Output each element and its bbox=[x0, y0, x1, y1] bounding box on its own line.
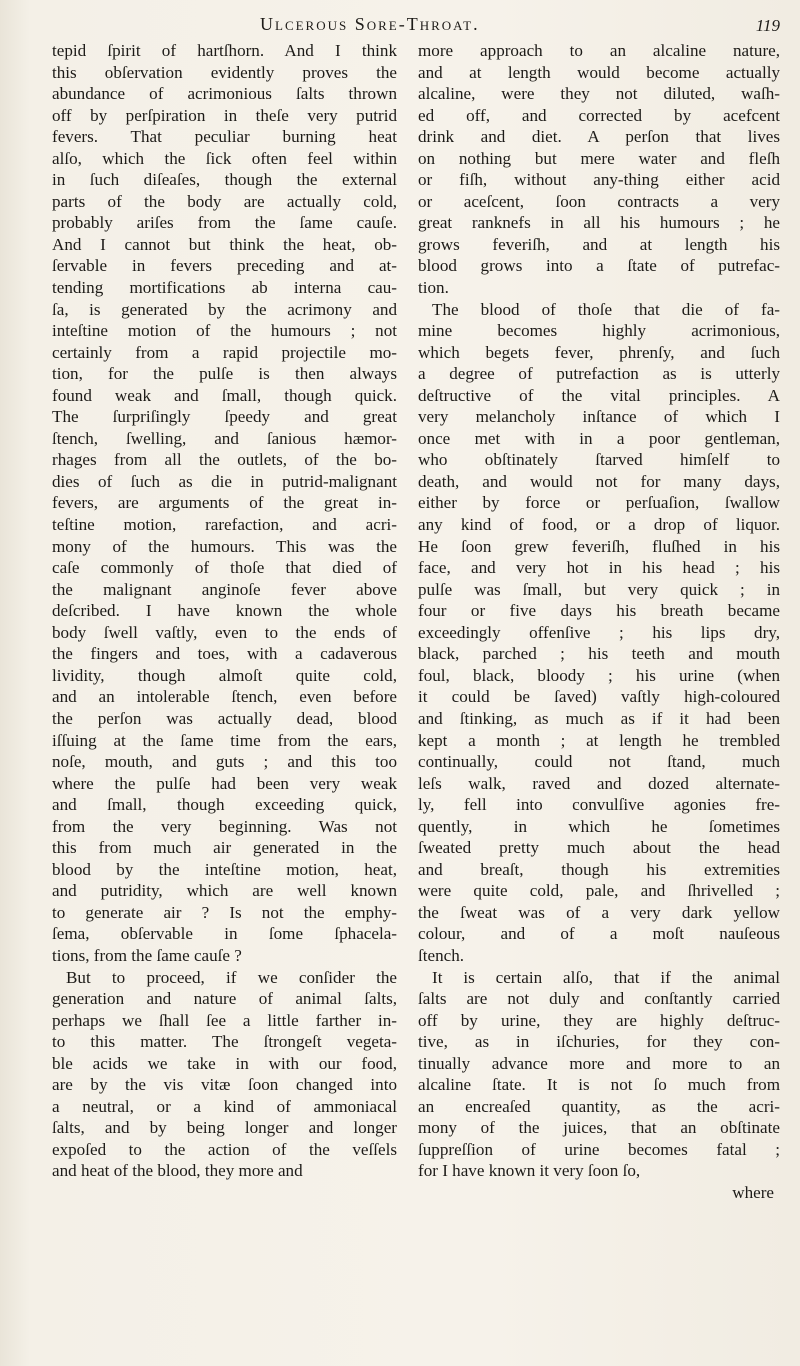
text-line: off by urine, they are highly deſtruc- bbox=[418, 1010, 780, 1030]
text-line: tepid ſpirit of hartſhorn. And I think bbox=[52, 41, 397, 60]
text-line: ſalts, and by being longer and longer bbox=[52, 1118, 397, 1138]
text-line: tion. bbox=[418, 278, 449, 298]
text-line: deſtructive of the vital principles. A bbox=[418, 385, 780, 405]
text-line: tions, from the ſame cauſe ? bbox=[52, 945, 242, 965]
text-line: tive, as in iſchuries, for they con- bbox=[418, 1032, 780, 1052]
text-line: continually, could not ſtand, much bbox=[418, 752, 780, 772]
text-line: ſalts are not duly and conſtantly carried bbox=[418, 989, 780, 1009]
text-line: more approach to an alcaline nature, bbox=[418, 41, 780, 60]
text-line: caſe commonly of thoſe that died of bbox=[52, 558, 397, 578]
text-line: from the very beginning. Was not bbox=[52, 816, 397, 836]
text-line: lividity, though almoſt quite cold, bbox=[52, 665, 397, 685]
text-line: ſema, obſervable in ſome ſphacela- bbox=[52, 924, 397, 944]
text-line: face, and very hot in his head ; his bbox=[418, 558, 780, 578]
text-line: quently, in which he ſometimes bbox=[418, 816, 780, 836]
text-line: and ſmall, though exceeding quick, bbox=[52, 795, 397, 815]
text-line: the ſweat was of a very dark yellow bbox=[418, 902, 780, 922]
text-line: certainly from a rapid projectile mo- bbox=[52, 342, 397, 362]
text-line: ly, fell into convulſive agonies fre- bbox=[418, 795, 780, 815]
running-head: Ulcerous Sore-Throat. bbox=[260, 14, 480, 34]
text-line: and breaſt, though his extremities bbox=[418, 859, 780, 879]
text-line: rhages from all the outlets, of the bo- bbox=[52, 450, 397, 470]
text-line: fevers, are arguments of the great in- bbox=[52, 493, 397, 513]
text-line: iſſuing at the ſame time from the ears, bbox=[52, 730, 397, 750]
text-line: this obſervation evidently proves the bbox=[52, 62, 397, 82]
text-line: exceedingly offenſive ; his lips dry, bbox=[418, 622, 780, 642]
text-line: parts of the body are actually cold, bbox=[52, 191, 397, 211]
text-line: probably ariſes from the ſame cauſe. bbox=[52, 213, 397, 233]
text-line: death, and would not for many days, bbox=[418, 471, 780, 491]
text-line: are by the vis vitæ ſoon changed into bbox=[52, 1075, 397, 1095]
text-line: four or five days his breath became bbox=[418, 601, 780, 621]
text-line: and heat of the blood, they more and bbox=[52, 1161, 303, 1181]
text-line: ble acids we take in with our food, bbox=[52, 1053, 397, 1073]
text-line: colour, and of a moſt nauſeous bbox=[418, 924, 780, 944]
text-line: who obſtinately ſtarved himſelf to bbox=[418, 450, 780, 470]
text-line: once met with in a poor gentleman, bbox=[418, 428, 780, 448]
text-line: And I cannot but think the heat, ob- bbox=[52, 234, 397, 254]
text-line: alcaline, were they not diluted, waſh- bbox=[418, 84, 780, 104]
text-line: perhaps we ſhall ſee a little farther in- bbox=[52, 1010, 397, 1030]
text-line: ſervable in fevers preceding and at- bbox=[52, 256, 397, 276]
text-line: either by force or perſuaſion, ſwallow bbox=[418, 493, 780, 513]
text-line: foul, black, bloody ; his urine (when bbox=[418, 665, 780, 685]
text-line: But to proceed, if we conſider the bbox=[66, 967, 397, 987]
text-line: alcaline ſtate. It is not ſo much from bbox=[418, 1075, 780, 1095]
text-line: tinually advance more and more to an bbox=[418, 1053, 780, 1073]
text-line: ed off, and corrected by acefcent bbox=[418, 105, 780, 125]
text-line: and putridity, which are well known bbox=[52, 881, 397, 901]
text-line: ſa, is generated by the acrimony and bbox=[52, 299, 397, 319]
text-line: great ranknefs in all his humours ; he bbox=[418, 213, 780, 233]
text-line: or fiſh, without any-thing either acid bbox=[418, 170, 780, 190]
text-line: off by perſpiration in theſe very putrid bbox=[52, 105, 397, 125]
text-line: drink and diet. A perſon that lives bbox=[418, 127, 780, 147]
text-line: ſtench. bbox=[418, 945, 465, 965]
text-line: The ſurpriſingly ſpeedy and great bbox=[52, 407, 397, 427]
text-line: It is certain alſo, that if the animal bbox=[432, 967, 780, 987]
text-line: it could be ſaved) vaſtly high-coloured bbox=[418, 687, 780, 707]
text-line: a degree of putrefaction as is utterly bbox=[418, 364, 780, 384]
text-line: to this matter. The ſtrongeſt vegeta- bbox=[52, 1032, 397, 1052]
text-line: the malignant anginoſe fever above bbox=[52, 579, 397, 599]
text-line: mine becomes highly acrimonious, bbox=[418, 321, 780, 341]
text-line: blood by the inteſtine motion, heat, bbox=[52, 859, 397, 879]
text-line: the fingers and toes, with a cadaverous bbox=[52, 644, 397, 664]
text-line: on nothing but mere water and fleſh bbox=[418, 148, 780, 168]
text-line: inteſtine motion of the humours ; not bbox=[52, 321, 397, 341]
left-column bbox=[52, 40, 397, 1182]
text-line: for I have known it very ſoon ſo, bbox=[418, 1161, 641, 1181]
text-line: kept a month ; at length he trembled bbox=[418, 730, 780, 750]
page-header bbox=[40, 6, 780, 36]
text-line: and at length would become actually bbox=[418, 62, 780, 82]
text-line: ſweated pretty much about the head bbox=[418, 838, 780, 858]
text-line: where the pulſe had been very weak bbox=[52, 773, 397, 793]
text-line: ſtench, ſwelling, and ſanious hæmor- bbox=[52, 428, 397, 448]
text-line: deſcribed. I have known the whole bbox=[52, 601, 397, 621]
text-line: mony of the juices, that an obſtinate bbox=[418, 1118, 780, 1138]
text-line: pulſe was ſmall, but very quick ; in bbox=[418, 579, 780, 599]
text-line: the perſon was actually dead, blood bbox=[52, 708, 397, 728]
text-line: to generate air ? Is not the emphy- bbox=[52, 902, 397, 922]
text-line: in ſuch diſeaſes, though the external bbox=[52, 170, 397, 190]
text-line: a neutral, or a kind of ammoniacal bbox=[52, 1096, 397, 1116]
text-line: and an intolerable ſtench, even before bbox=[52, 687, 397, 707]
text-line: body ſwell vaſtly, even to the ends of bbox=[52, 622, 397, 642]
text-line: any kind of food, or a drop of liquor. bbox=[418, 515, 780, 535]
text-line: tending mortifications ab interna cau- bbox=[52, 278, 397, 298]
text-line: dies of ſuch as die in putrid-malignant bbox=[52, 471, 397, 491]
text-line: He ſoon grew feveriſh, fluſhed in his bbox=[418, 536, 780, 556]
right-column bbox=[418, 40, 780, 1204]
text-line: grows feveriſh, and at length his bbox=[418, 234, 780, 254]
text-line: abundance of acrimonious ſalts thrown bbox=[52, 84, 397, 104]
text-line: leſs walk, raved and dozed alternate- bbox=[418, 773, 780, 793]
text-line: where bbox=[732, 1182, 774, 1202]
text-line: an encreaſed quantity, as the acri- bbox=[418, 1096, 780, 1116]
page-number: 119 bbox=[755, 16, 780, 35]
text-line: very melancholy inſtance of which I bbox=[418, 407, 780, 427]
text-line: teſtine motion, rarefaction, and acri- bbox=[52, 515, 397, 535]
text-line: tion, for the pulſe is then always bbox=[52, 364, 397, 384]
text-line: found weak and ſmall, though quick. bbox=[52, 385, 397, 405]
text-line: expoſed to the action of the veſſels bbox=[52, 1139, 397, 1159]
text-line: black, parched ; his teeth and mouth bbox=[418, 644, 780, 664]
text-line: blood grows into a ſtate of putrefac- bbox=[418, 256, 780, 276]
text-line: The blood of thoſe that die of fa- bbox=[432, 299, 780, 319]
text-line: and ſtinking, as much as if it had been bbox=[418, 708, 780, 728]
text-line: were quite cold, pale, and ſhrivelled ; bbox=[418, 881, 780, 901]
text-line: ſuppreſſion of urine becomes fatal ; bbox=[418, 1139, 780, 1159]
text-line: fevers. That peculiar burning heat bbox=[52, 127, 397, 147]
text-line: this from much air generated in the bbox=[52, 838, 397, 858]
text-line: alſo, which the ſick often feel within bbox=[52, 148, 397, 168]
text-line: noſe, mouth, and guts ; and this too bbox=[52, 752, 397, 772]
text-line: generation and nature of animal ſalts, bbox=[52, 989, 397, 1009]
text-line: which begets fever, phrenſy, and ſuch bbox=[418, 342, 780, 362]
text-line: or aceſcent, ſoon contracts a very bbox=[418, 191, 780, 211]
text-line: mony of the humours. This was the bbox=[52, 536, 397, 556]
